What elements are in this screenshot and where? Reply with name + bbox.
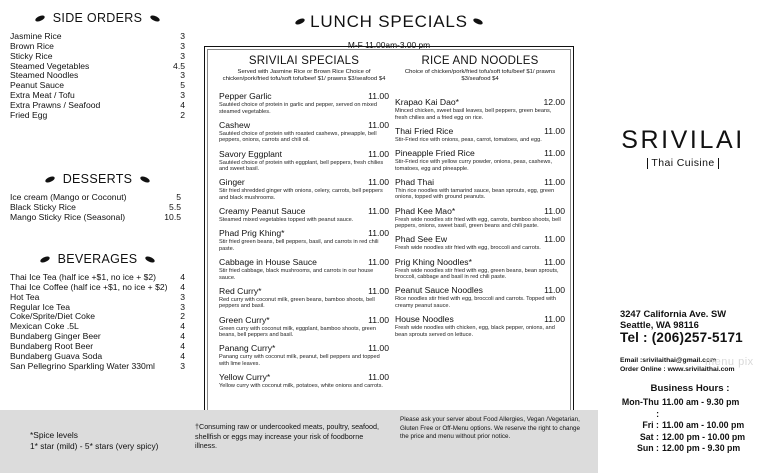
menu-item: Phad Prig Khing* 11.00 Stir fried green beans, bell peppers, basil, and carrots in red chili paste. (219, 228, 389, 252)
side-order-item: Fried Egg 2 (10, 109, 185, 120)
menu-item: Phad Thai 11.00 Thin rice noodles with tamarind sauce, bean sprouts, egg, green onions, topped with ground peanuts. (395, 176, 565, 201)
left-column (10, 10, 185, 371)
address-block (620, 308, 726, 330)
beverages-title: BEVERAGES (57, 252, 138, 266)
consumer-warning: †Consuming raw or undercooked meats, poultry, seafood, shellfish or eggs may increase your risk of foodborne illness. (195, 422, 380, 451)
side-order-item: Brown Rice 3 (10, 40, 185, 51)
footer-bar (0, 410, 598, 473)
menu-item: Ginger 11.00 Stir fried shredded ginger with onions, celery, carrots, bell peppers and black mushrooms. (219, 177, 389, 201)
lunch-specials-panel (197, 6, 581, 426)
menu-item: Thai Fried Rice 11.00 Stir-Fried rice with onions, peas, carrot, tomatoes, and egg. (395, 125, 565, 143)
beverage-item: San Pellegrino Sparkling Water 330ml 3 (10, 360, 185, 371)
rice-noodles-title: RICE AND NOODLES (421, 55, 539, 67)
beverages-list (10, 273, 185, 371)
leaf-ornament-icon (44, 175, 55, 183)
side-order-item: Extra Meat / Tofu 3 (10, 90, 185, 101)
spice-levels-note: *Spice levels 1* star (mild) - 5* stars (very spicy) (30, 430, 159, 451)
hours-row: Sun : 12.00 pm - 9.30 pm (637, 443, 741, 453)
beverages-heading (10, 251, 185, 267)
beverages-section (10, 251, 185, 371)
beverage-item: Mexican Coke .5L 4 (10, 321, 185, 332)
address-line: 3247 California Ave. SW (620, 308, 727, 319)
menu-item: Peanut Sauce Noodles 11.00 Rice noodles stir fried with egg, broccoli and carrots. Topped with creamy peanut sauce. (395, 285, 565, 309)
leaf-ornament-icon (34, 14, 45, 22)
beverage-item: Bundaberg Ginger Beer 4 (10, 331, 185, 342)
desserts-list (10, 193, 185, 223)
beverage-item: Thai Ice Coffee (half ice +$1, no ice + $2) 4 (10, 281, 185, 292)
divider-bar (647, 158, 648, 169)
dessert-item: Mango Sticky Rice (Seasonal) 10.5 (10, 211, 181, 222)
order-online-link: Order Online : www.srivilaithai.com (620, 366, 735, 373)
lunch-specials-heading (197, 12, 581, 32)
leaf-ornament-icon (294, 18, 305, 26)
dessert-item: Ice cream (Mango or Coconut) 5 (10, 192, 181, 202)
menu-item: Yellow Curry* 11.00 Yellow curry with coconut milk, potatoes, white onions and carrots. (219, 372, 389, 390)
beverage-item: Bundaberg Root Beer 4 (10, 340, 185, 351)
side-order-item: Steamed Noodles 3 (10, 70, 185, 81)
lunch-hours: M-F 11.00am-3.00 pm (347, 40, 431, 50)
leaf-ornament-icon (145, 255, 156, 263)
menu-item: Pineapple Fried Rice 11.00 Stir-Fried rice with yellow curry powder, onions, peas, cashews, tomatoes, egg and pineapple. (395, 147, 565, 172)
hours-row: Mon-Thu : 11.00 am - 9.30 pm (621, 397, 740, 419)
beverage-item: Regular Ice Tea 3 (10, 301, 185, 312)
rice-noodles-note: Choice of chicken/pork/fried tofu/soft tofu/beef $1/ prawns $3/seafood $4 (404, 69, 556, 82)
menu-item: Prig Khing Noodles* 11.00 Fresh wide noodles stir fried with egg, green beans, bean sprouts, broccoli, cabbage and basil in red chili paste. (395, 256, 565, 281)
beverage-item: Thai Ice Tea (half ice +$1, no ice + $2) 4 (10, 272, 185, 282)
desserts-section (10, 171, 185, 223)
leaf-ornament-icon (473, 18, 484, 26)
restaurant-logo (608, 126, 758, 169)
side-order-item: Jasmine Rice 3 (10, 31, 185, 41)
allergy-note: Please ask your server about Food Allergies, Vegan /Vegetarian, Gluten Free or Off-Menu options. We reserve the right to change the price and menu without prior notice. (400, 416, 581, 441)
dessert-item: Black Sticky Rice 5.5 (10, 201, 181, 212)
brand-name: SRIVILAI (621, 126, 745, 154)
menu-item: Pepper Garlic 11.00 Sautéed choice of protein in garlic and pepper, served on mixed steamed vegetables. (219, 91, 389, 115)
side-order-item: Extra Prawns / Seafood 4 (10, 99, 185, 110)
lunch-specials-title: LUNCH SPECIALS (310, 12, 468, 31)
rice-noodles-column (395, 55, 565, 343)
menu-item: Phad See Ew 11.00 Fresh wide noodles stir fried with egg, broccoli and carrots. (395, 234, 565, 252)
desserts-title: DESSERTS (62, 172, 133, 186)
side-orders-heading (10, 10, 185, 26)
side-orders-list (10, 32, 185, 121)
business-hours-list (620, 397, 760, 455)
divider-bar (718, 158, 719, 169)
menu-item: Creamy Peanut Sauce 11.00 Steamed mixed vegetables topped with peanut sauce. (219, 206, 389, 224)
desserts-heading (10, 171, 185, 187)
menu-item: Cashew 11.00 Sautéed choice of protein with roasted cashews, pineapple, bell peppers, onions, carrots and chili oil. (219, 119, 389, 144)
menu-item: Cabbage in House Sauce 11.00 Stir fried cabbage, black mushrooms, and carrots in our house sauce. (219, 257, 389, 281)
hours-row: Fri : 11.00 am - 10.00 pm (642, 420, 745, 430)
srivilai-specials-title: SRIVILAI SPECIALS (248, 55, 360, 67)
watermark: menu pix (705, 356, 754, 368)
beverage-item: Hot Tea 3 (10, 291, 185, 302)
srivilai-specials-column (219, 55, 389, 394)
menu-item: Green Curry* 11.00 Green curry with coconut milk, eggplant, bamboo shoots, green beans, bell peppers and basil. (219, 314, 389, 339)
menu-item: Phad Kee Mao* 11.00 Fresh wide noodles stir fried with egg, carrots, bamboo shoots, bell peppers, onions, sweet basil, green beans and chili paste. (395, 205, 565, 230)
menu-item: Krapao Kai Dao* 12.00 Minced chicken, sweet basil leaves, bell peppers, green beans, fresh chilies and a fried egg on rice. (395, 97, 565, 121)
email: Email :srivilaithai@gmail.com (620, 357, 717, 364)
side-orders-section (10, 10, 185, 121)
side-order-item: Sticky Rice 3 (10, 50, 185, 61)
leaf-ornament-icon (140, 175, 151, 183)
phone-number: Tel : (206)257-5171 (620, 330, 743, 345)
brand-tagline: Thai Cuisine (608, 157, 758, 169)
menu-item: Panang Curry* 11.00 Panang curry with coconut milk, peanut, bell peppers and topped with lime leaves. (219, 343, 389, 368)
beverage-item: Bundaberg Guava Soda 4 (10, 350, 185, 361)
menu-item: Red Curry* 11.00 Red curry with coconut milk, green beans, bamboo shoots, bell peppers and basil. (219, 285, 389, 310)
business-hours-title: Business Hours : (650, 383, 730, 394)
hours-row: Sat : 12.00 pm - 10.00 pm (639, 431, 746, 442)
leaf-ornament-icon (39, 255, 50, 263)
side-order-item: Steamed Vegetables 4.5 (10, 60, 185, 71)
menu-item: House Noodles 11.00 Fresh wide noodles with chicken, egg, black pepper, onions, and bean sprouts served on lettuce. (395, 314, 565, 338)
side-orders-title: SIDE ORDERS (52, 11, 143, 25)
beverage-item: Coke/Sprite/Diet Coke 2 (10, 311, 185, 322)
leaf-ornament-icon (150, 14, 161, 22)
side-order-item: Peanut Sauce 5 (10, 80, 185, 91)
address-line: Seattle, WA 98116 (620, 319, 699, 330)
lunch-menu-box (204, 46, 574, 422)
menu-item: Savory Eggplant 11.00 Sautéed choice of protein with eggplant, bell peppers, fresh chilies and sweet basil. (219, 148, 389, 173)
srivilai-specials-note: Served with Jasmine Rice or Brown Rice Choice of chicken/pork/fried tofu/soft tofu/beef $1/ prawns $3/seafood $4 (222, 69, 386, 82)
